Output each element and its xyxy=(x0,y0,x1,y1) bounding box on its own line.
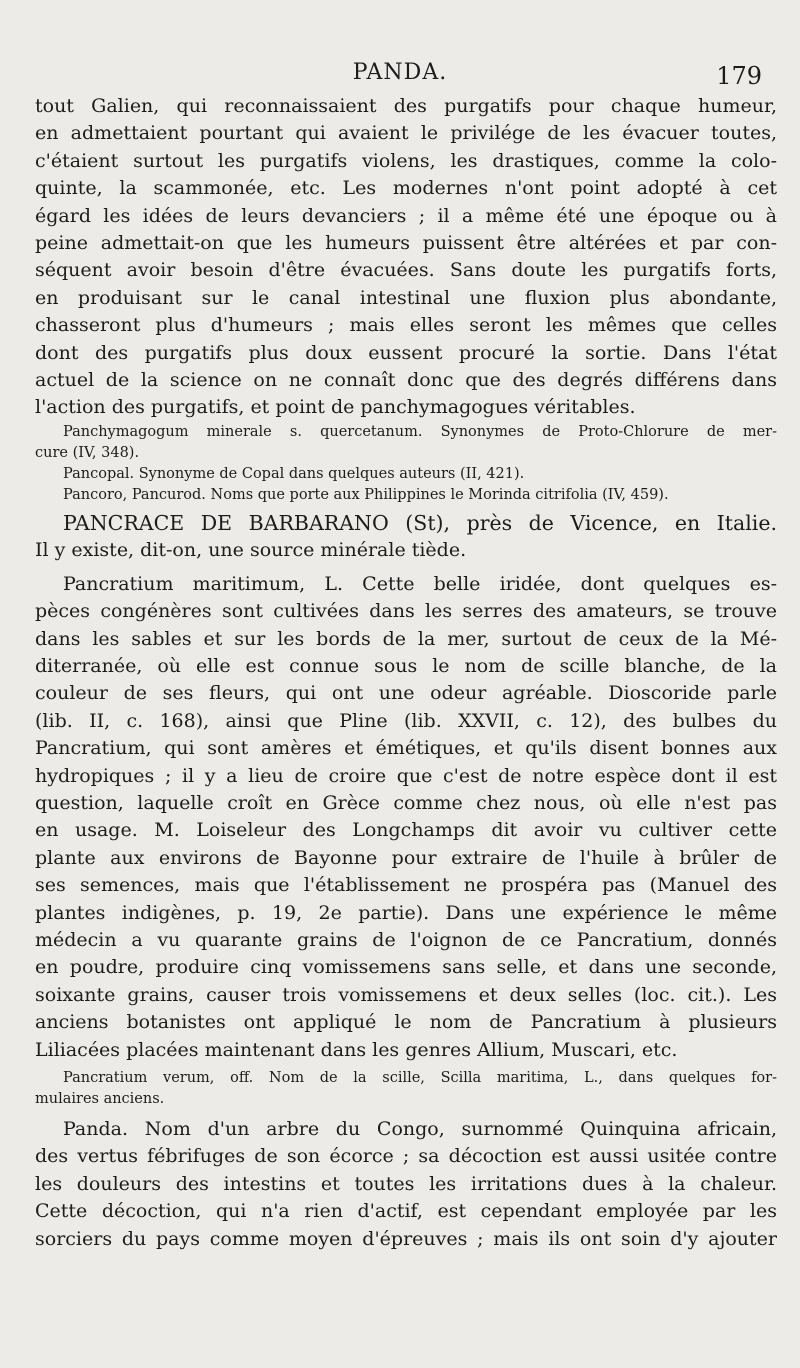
text-line: Panda. Nom d'un arbre du Congo, surnommé Quinquina africain, xyxy=(63,1118,777,1140)
text-line: des vertus fébrifuges de son écorce ; sa décoction est aussi usitée contre xyxy=(35,1145,777,1168)
small-text-line: Pancoro, Pancurod. Noms que porte aux Philippines le Morinda citrifolia (IV, 459). xyxy=(63,486,669,503)
text-line: Il y existe, dit-on, une source minérale tiède. xyxy=(35,539,467,562)
text-line: couleur de ses fleurs, qui ont une odeur agréable. Dioscoride parle xyxy=(35,682,777,705)
page-number: 179 xyxy=(716,62,762,90)
text-line: en produisant sur le canal intestinal une fluxion plus abondante, xyxy=(35,286,777,309)
text-line: en admettaient pourtant qui avaient le privilége de les évacuer toutes, xyxy=(35,122,777,145)
entry-pancoro xyxy=(35,485,777,506)
text-line: peine admettait-on que les humeurs puissent être altérées et par con- xyxy=(35,232,777,255)
text-line: ses semences, mais que l'établissement ne prospéra pas (Manuel des xyxy=(35,874,777,897)
text-line: médecin a vu quarante grains de l'oignon de ce Pancratium, donnés xyxy=(35,928,777,951)
text-line: sorciers du pays comme moyen d'épreuves ; mais ils ont soin d'y ajouter xyxy=(35,1227,777,1250)
small-text-line: mulaires anciens. xyxy=(35,1091,165,1107)
text-line: en poudre, produire cinq vomissemens sans selle, et dans une seconde, xyxy=(35,956,777,979)
text-line: plante aux environs de Bayonne pour extraire de l'huile à brûler de xyxy=(35,846,777,869)
text-line: Cette décoction, qui n'a rien d'actif, est cependant employée par les xyxy=(35,1200,777,1223)
text-line: les douleurs des intestins et toutes les irritations dues à la chaleur. xyxy=(35,1172,777,1195)
text-line: soixante grains, causer trois vomissemens et deux selles (loc. cit.). Les xyxy=(35,983,777,1006)
entry-panda xyxy=(35,1116,777,1253)
text-line: dont des purgatifs plus doux eussent procuré la sortie. Dans l'état xyxy=(35,341,777,364)
text-line: égard les idées de leurs devanciers ; il a même été une époque ou à xyxy=(35,204,777,227)
text-line: Liliacées placées maintenant dans les genres Allium, Muscari, etc. xyxy=(35,1038,678,1061)
small-text-line: Panchymagogum minerale s. quercetanum. Synonymes de Proto-Chlorure de mer- xyxy=(63,423,777,440)
text-line: hydropiques ; il y a lieu de croire que c'est de notre espèce dont il est xyxy=(35,764,777,787)
entry-pancrace-de-barbarano xyxy=(35,510,777,565)
entry-panchymagogum xyxy=(35,422,777,464)
text-line: plantes indigènes, p. 19, 2e partie). Dans une expérience le même xyxy=(35,901,777,924)
entry-heading-line: PANCRACE DE BARBARANO (St), près de Vicence, en Italie. xyxy=(63,510,777,535)
entry-pancratium-verum xyxy=(35,1068,777,1110)
text-line: quinte, la scammonée, etc. Les modernes n'ont point adopté à cet xyxy=(35,177,777,200)
text-line: chasseront plus d'humeurs ; mais elles seront les mêmes que celles xyxy=(35,314,777,337)
text-line: l'action des purgatifs, et point de panchymagogues véritables. xyxy=(35,396,636,419)
text-line: question, laquelle croît en Grèce comme chez nous, où elle n'est pas xyxy=(35,791,777,814)
text-line: séquent avoir besoin d'être évacuées. Sans doute les purgatifs forts, xyxy=(35,259,777,282)
entry-pancratium-maritimum xyxy=(35,571,777,1064)
text-line: tout Galien, qui reconnaissaient des purgatifs pour chaque humeur, xyxy=(35,95,777,117)
text-line: c'étaient surtout les purgatifs violens, les drastiques, comme la colo- xyxy=(35,149,777,172)
page-header xyxy=(0,60,800,94)
text-line: anciens botanistes ont appliqué le nom de Pancratium à plusieurs xyxy=(35,1011,777,1034)
text-line: diterranée, où elle est connue sous le nom de scille blanche, de la xyxy=(35,654,777,677)
page-body xyxy=(35,93,777,1253)
running-title: PANDA. xyxy=(352,60,448,85)
small-text-line: Pancratium verum, off. Nom de la scille, Scilla maritima, L., dans quelques for- xyxy=(63,1070,777,1086)
text-line: en usage. M. Loiseleur des Longchamps dit avoir vu cultiver cette xyxy=(35,819,777,842)
text-line: (lib. II, c. 168), ainsi que Pline (lib. XXVII, c. 12), des bulbes du xyxy=(35,709,777,732)
small-text-line: cure (IV, 348). xyxy=(35,444,140,461)
text-line: Pancratium, qui sont amères et émétiques, et qu'ils disent bonnes aux xyxy=(35,737,777,760)
text-line: pèces congénères sont cultivées dans les serres des amateurs, se trouve xyxy=(35,600,777,623)
text-line: Pancratium maritimum, L. Cette belle iridée, dont quelques es- xyxy=(63,572,777,595)
paragraph-purgatifs xyxy=(35,93,777,422)
text-line: dans les sables et sur les bords de la mer, surtout de ceux de la Mé- xyxy=(35,627,777,650)
entry-pancopal xyxy=(35,464,777,485)
text-line: actuel de la science on ne connaît donc que des degrés différens dans xyxy=(35,369,777,392)
small-text-line: Pancopal. Synonyme de Copal dans quelques auteurs (II, 421). xyxy=(63,465,525,482)
